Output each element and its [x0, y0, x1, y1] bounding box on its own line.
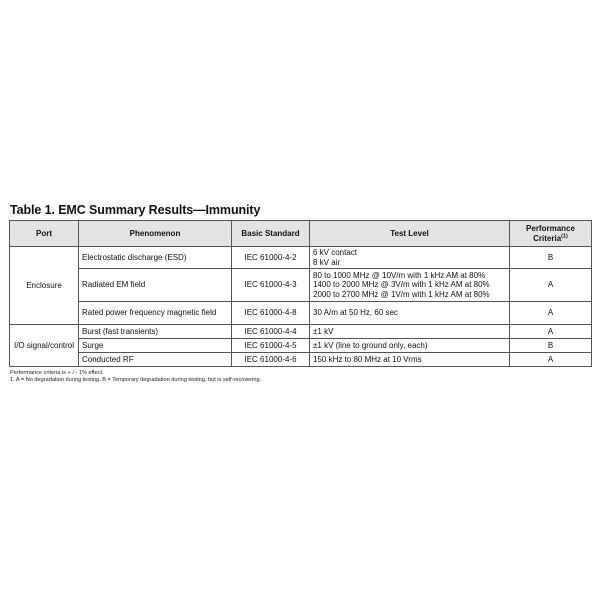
table-row	[10, 302, 592, 325]
phenomenon-cell: Rated power frequency magnetic field	[79, 302, 232, 325]
criteria-cell: B	[510, 339, 592, 353]
test-level-cell	[310, 247, 510, 269]
test-level-cell	[310, 325, 510, 339]
test-level-cell	[310, 269, 510, 302]
phenomenon-cell: Electrostatic discharge (ESD)	[79, 247, 232, 269]
criteria-cell: A	[510, 302, 592, 325]
standard-cell: IEC 61000-4-2	[232, 247, 310, 269]
port-cell-io-signal-control: I/O signal/control	[10, 325, 79, 367]
test-level-line: 1400 to 2000 MHz @ 3V/m with 1 kHz AM at 80%	[313, 280, 490, 290]
test-level-cell	[310, 302, 510, 325]
phenomenon-cell: Surge	[79, 339, 232, 353]
test-level-line: 150 kHz to 80 MHz at 10 Vrms	[313, 354, 422, 364]
test-level-line: 2000 to 2700 MHz @ 1V/m with 1 kHz AM at 80%	[313, 289, 490, 299]
criteria-cell: A	[510, 353, 592, 367]
table-row	[10, 339, 592, 353]
criteria-cell: A	[510, 325, 592, 339]
phenomenon-cell: Radiated EM field	[79, 269, 232, 302]
standard-cell: IEC 61000-4-6	[232, 353, 310, 367]
phenomenon-cell: Conducted RF	[79, 353, 232, 367]
table-row	[10, 247, 592, 269]
header-port: Port	[10, 221, 79, 247]
test-level-line: ±1 kV (line to ground only, each)	[313, 340, 428, 350]
standard-cell: IEC 61000-4-4	[232, 325, 310, 339]
document	[9, 203, 591, 384]
port-cell-enclosure: Enclosure	[10, 247, 79, 325]
test-level-line: 30 A/m at 50 Hz, 60 sec	[313, 308, 398, 318]
criteria-cell: A	[510, 269, 592, 302]
header-criteria-label: Performance Criteria	[526, 223, 575, 243]
header-row	[10, 221, 592, 247]
header-phenomenon: Phenomenon	[79, 221, 232, 247]
test-level-cell	[310, 353, 510, 367]
standard-cell: IEC 61000-4-8	[232, 302, 310, 325]
table-row	[10, 353, 592, 367]
phenomenon-cell: Burst (fast transients)	[79, 325, 232, 339]
header-basic-standard: Basic Standard	[232, 221, 310, 247]
header-test-level: Test Level	[310, 221, 510, 247]
test-level-line: 6 kV contact	[313, 248, 358, 257]
test-level-line: ±1 kV	[313, 326, 334, 336]
note-line: Performance criteria is + / - 1% effect.	[10, 370, 104, 377]
table-notes	[10, 370, 591, 384]
standard-cell: IEC 61000-4-3	[232, 269, 310, 302]
table-row	[10, 325, 592, 339]
standard-cell: IEC 61000-4-5	[232, 339, 310, 353]
table-row	[10, 269, 592, 302]
table-title: Table 1. EMC Summary Results—Immunity	[10, 203, 261, 217]
header-criteria-footnote-mark: (1)	[561, 232, 568, 239]
emc-immunity-table	[9, 220, 592, 367]
header-performance-criteria	[510, 221, 592, 247]
test-level-line: 8 kV air	[313, 257, 341, 267]
test-level-cell	[310, 339, 510, 353]
criteria-cell: B	[510, 247, 592, 269]
note-line: 1. A = No degradation during testing. B = Temporary degradation during testing, but is self-recovering.	[10, 377, 262, 384]
test-level-line: 80 to 1000 MHz @ 10V/m with 1 kHz AM at 80%	[313, 270, 486, 280]
